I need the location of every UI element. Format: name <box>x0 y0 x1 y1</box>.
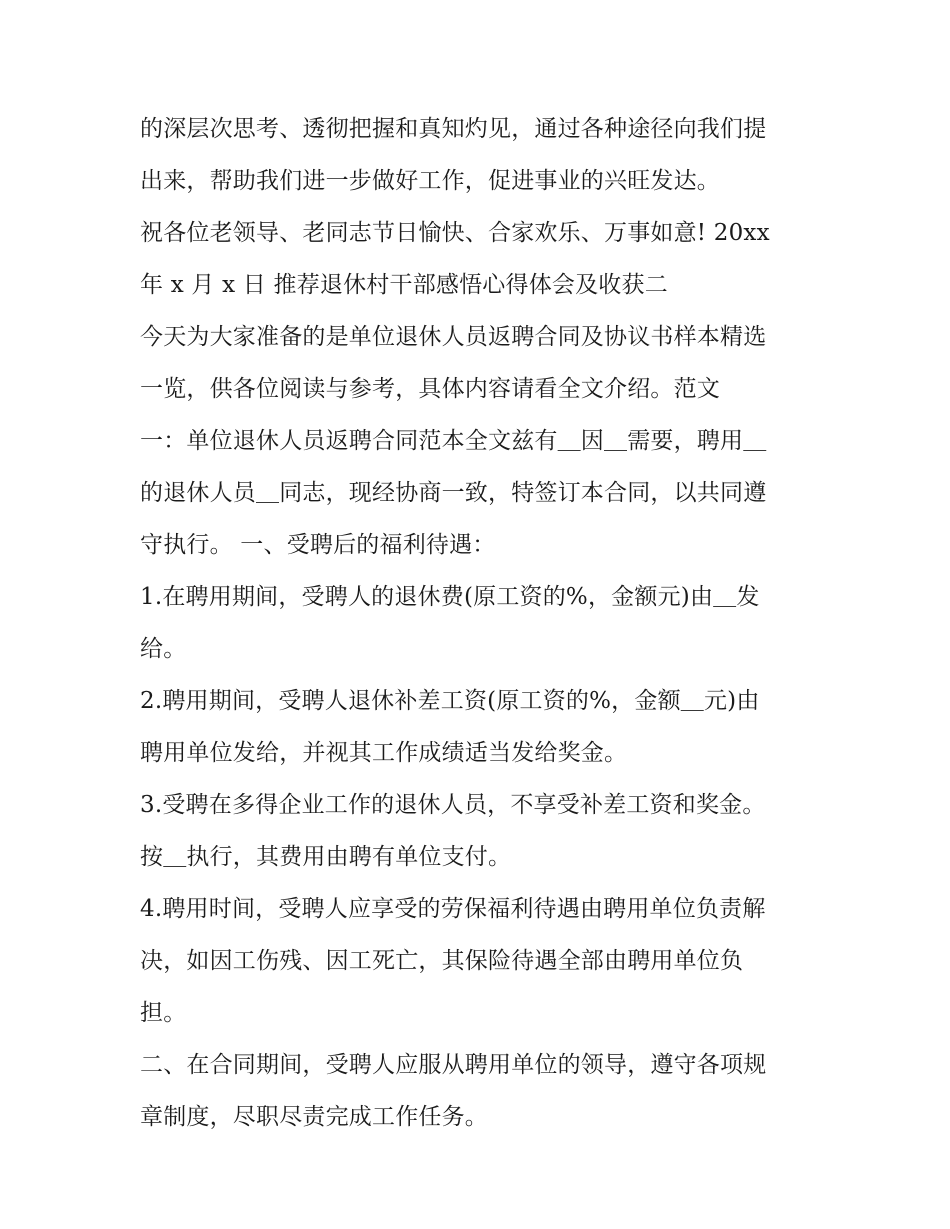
text-line: 按＿执行，其费用由聘有单位支付。 <box>140 844 512 870</box>
text-line: 二、在合同期间，受聘人应服从聘用单位的领导，遵守各项规 <box>140 1052 767 1078</box>
text-line: 3.受聘在多得企业工作的退休人员，不享受补差工资和奖金。 <box>140 792 766 818</box>
text-line: 2.聘用期间，受聘人退休补差工资(原工资的%，金额＿元)由 <box>140 688 760 714</box>
text-line: 出来，帮助我们进一步做好工作，促进事业的兴旺发达。 <box>140 168 720 194</box>
text-line: 一：单位退休人员返聘合同范本全文兹有＿因＿需要，聘用＿ <box>140 428 767 454</box>
text-line: 守执行。 一、受聘后的福利待遇： <box>140 532 496 558</box>
text-line: 今天为大家准备的是单位退休人员返聘合同及协议书样本精选 <box>140 324 767 350</box>
text-line: 年 x 月 x 日 推荐退休村干部感悟心得体会及收获二 <box>140 272 668 298</box>
text-line: 的退休人员＿同志，现经协商一致，特签订本合同，以共同遵 <box>140 480 767 506</box>
text-line: 决，如因工伤残、因工死亡，其保险待遇全部由聘用单位负 <box>140 948 744 974</box>
text-line: 的深层次思考、透彻把握和真知灼见，通过各种途径向我们提 <box>140 116 767 142</box>
text-line: 4.聘用时间，受聘人应享受的劳保福利待遇由聘用单位负责解 <box>140 896 766 922</box>
document-body <box>140 103 820 1143</box>
text-line: 1.在聘用期间，受聘人的退休费(原工资的%，金额元)由＿发 <box>140 584 760 610</box>
text-line: 一览，供各位阅读与参考，具体内容请看全文介绍。范文 <box>140 376 720 402</box>
text-line: 给。 <box>140 636 187 662</box>
text-line: 担。 <box>140 1000 187 1026</box>
text-line: 祝各位老领导、老同志节日愉快、合家欢乐、万事如意! 20xx <box>140 220 770 246</box>
text-line: 章制度，尽职尽责完成工作任务。 <box>140 1104 488 1130</box>
text-line: 聘用单位发给，并视其工作成绩适当发给奖金。 <box>140 740 628 766</box>
